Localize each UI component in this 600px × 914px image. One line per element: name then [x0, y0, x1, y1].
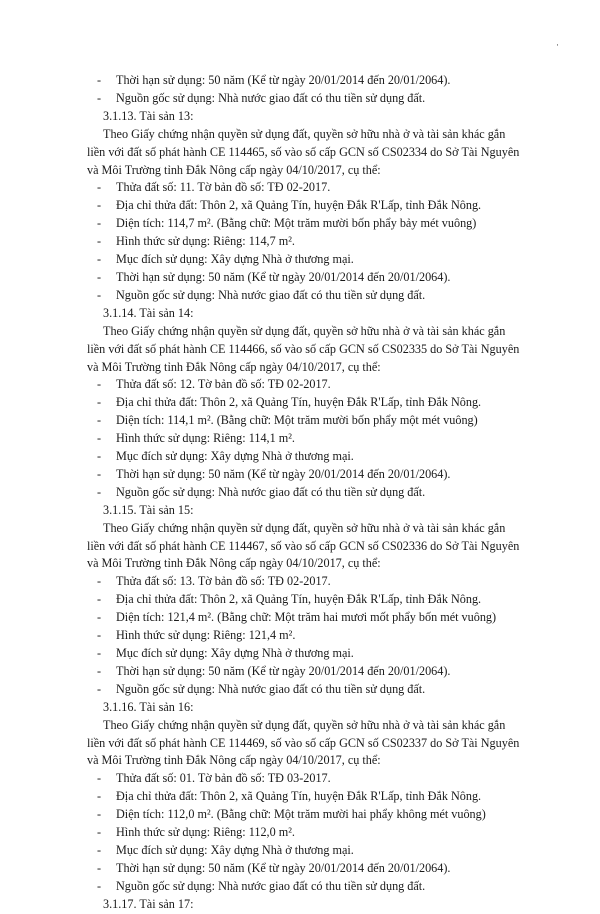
list-item [87, 824, 524, 842]
list-item [87, 627, 524, 645]
list-item-text: Nguồn gốc sử dụng: Nhà nước giao đất có thu tiền sử dụng đất. [116, 484, 426, 499]
list-item-text: Địa chỉ thửa đất: Thôn 2, xã Quảng Tín, huyện Đắk R'Lấp, tỉnh Đắk Nông. [116, 395, 482, 410]
paragraph-line: liền với đất số phát hành CE 114465, số vào số cấp GCN số CS02334 do Sở Tài Nguyên [87, 144, 520, 159]
list-item [87, 430, 524, 448]
list-item [87, 251, 524, 269]
list-item [87, 681, 524, 699]
list-item [87, 484, 524, 502]
list-item [87, 573, 524, 591]
list-item-text: Địa chỉ thửa đất: Thôn 2, xã Quảng Tín, huyện Đắk R'Lấp, tỉnh Đắk Nông. [116, 789, 482, 804]
list-item-text: Thửa đất số: 11. Tờ bản đồ số: TĐ 02-2017. [116, 180, 331, 195]
list-item-text: Nguồn gốc sử dụng: Nhà nước giao đất có thu tiền sử dụng đất. [116, 878, 426, 893]
list-item-text: Hình thức sử dụng: Riêng: 114,7 m². [116, 234, 295, 249]
bullet-dash: - [97, 234, 102, 249]
bullet-dash: - [97, 663, 102, 678]
list-item-text: Thửa đất số: 12. Tờ bản đồ số: TĐ 02-2017. [116, 377, 331, 392]
list-item-text: Diện tích: 114,1 m². (Bằng chữ: Một trăm mười bốn phẩy một mét vuông) [116, 413, 478, 428]
list-item-text: Hình thức sử dụng: Riêng: 114,1 m². [116, 431, 295, 446]
list-item-text: Mục đích sử dụng: Xây dựng Nhà ở thương mại. [116, 449, 354, 464]
list-item-text: Diện tích: 121,4 m². (Bằng chữ: Một trăm hai mươi mốt phẩy bốn mét vuông) [116, 610, 497, 625]
paragraph-line: và Môi Trường tỉnh Đắk Nông cấp ngày 04/10/2017, cụ thể: [87, 162, 381, 177]
list-item [87, 376, 524, 394]
list-item [87, 90, 524, 108]
paragraph-line: liền với đất số phát hành CE 114469, số vào số cấp GCN số CS02337 do Sở Tài Nguyên [87, 735, 520, 750]
bullet-dash: - [97, 198, 102, 213]
bullet-dash: - [97, 431, 102, 446]
list-item-text: Địa chỉ thửa đất: Thôn 2, xã Quảng Tín, huyện Đắk R'Lấp, tỉnh Đắk Nông. [116, 198, 482, 213]
paragraph-line: Theo Giấy chứng nhận quyền sử dụng đất, quyền sở hữu nhà ở và tài sản khác gắn [103, 126, 506, 141]
bullet-dash: - [97, 592, 102, 607]
paragraph-line: liền với đất số phát hành CE 114467, số vào số cấp GCN số CS02336 do Sở Tài Nguyên [87, 538, 520, 553]
paragraph [87, 717, 524, 771]
section-heading: 3.1.17. Tài sản 17: [103, 896, 194, 911]
document-body [87, 72, 524, 914]
paragraph [87, 126, 524, 180]
list-item-text: Hình thức sử dụng: Riêng: 112,0 m². [116, 825, 295, 840]
list-item-text: Thửa đất số: 13. Tờ bản đồ số: TĐ 02-2017. [116, 574, 331, 589]
list-item-text: Mục đích sử dụng: Xây dựng Nhà ở thương mại. [116, 842, 354, 857]
bullet-dash: - [97, 269, 102, 284]
bullet-dash: - [97, 771, 102, 786]
paragraph-line: và Môi Trường tỉnh Đắk Nông cấp ngày 04/10/2017, cụ thể: [87, 359, 381, 374]
section-heading: 3.1.13. Tài sản 13: [103, 108, 194, 123]
list-item-text: Thời hạn sử dụng: 50 năm (Kể từ ngày 20/01/2014 đến 20/01/2064). [116, 269, 451, 284]
bullet-dash: - [97, 395, 102, 410]
bullet-dash: - [97, 484, 102, 499]
list-item [87, 233, 524, 251]
bullet-dash: - [97, 180, 102, 195]
list-item [87, 609, 524, 627]
list-item [87, 770, 524, 788]
list-item [87, 269, 524, 287]
bullet-dash: - [97, 449, 102, 464]
list-item [87, 448, 524, 466]
list-item-text: Thời hạn sử dụng: 50 năm (Kể từ ngày 20/01/2014 đến 20/01/2064). [116, 466, 451, 481]
list-item [87, 860, 524, 878]
list-item [87, 179, 524, 197]
paragraph-line: và Môi Trường tỉnh Đắk Nông cấp ngày 04/10/2017, cụ thể: [87, 556, 381, 571]
bullet-dash: - [97, 574, 102, 589]
list-item-text: Địa chỉ thửa đất: Thôn 2, xã Quảng Tín, huyện Đắk R'Lấp, tỉnh Đắk Nông. [116, 592, 482, 607]
list-item [87, 842, 524, 860]
list-item-text: Thời hạn sử dụng: 50 năm (Kể từ ngày 20/01/2014 đến 20/01/2064). [116, 860, 451, 875]
list-item-text: Mục đích sử dụng: Xây dựng Nhà ở thương mại. [116, 252, 354, 267]
list-item-text: Diện tích: 114,7 m². (Bằng chữ: Một trăm mười bốn phẩy bảy mét vuông) [116, 216, 477, 231]
list-item [87, 72, 524, 90]
paragraph [87, 323, 524, 377]
list-item [87, 466, 524, 484]
bullet-dash: - [97, 377, 102, 392]
list-item [87, 788, 524, 806]
bullet-dash: - [97, 807, 102, 822]
list-item-text: Mục đích sử dụng: Xây dựng Nhà ở thương mại. [116, 646, 354, 660]
bullet-dash: - [97, 825, 102, 840]
list-item [87, 663, 524, 681]
list-item-text: Thửa đất số: 01. Tờ bản đồ số: TĐ 03-2017. [116, 771, 331, 786]
list-item-text: Nguồn gốc sử dụng: Nhà nước giao đất có thu tiền sử dụng đất. [116, 681, 426, 696]
bullet-dash: - [97, 287, 102, 302]
bullet-dash: - [97, 860, 102, 875]
bullet-dash: - [97, 90, 102, 105]
list-item-text: Nguồn gốc sử dụng: Nhà nước giao đất có thu tiền sử dụng đất. [116, 90, 426, 105]
paragraph-line: Theo Giấy chứng nhận quyền sử dụng đất, quyền sở hữu nhà ở và tài sản khác gắn [103, 323, 506, 338]
list-item [87, 591, 524, 609]
bullet-dash: - [97, 646, 102, 660]
list-item [87, 645, 524, 663]
paragraph-line: liền với đất số phát hành CE 114466, số vào số cấp GCN số CS02335 do Sở Tài Nguyên [87, 341, 520, 356]
list-item [87, 878, 524, 896]
list-item [87, 412, 524, 430]
list-item [87, 394, 524, 412]
list-item-text: Nguồn gốc sử dụng: Nhà nước giao đất có thu tiền sử dụng đất. [116, 287, 426, 302]
section-heading: 3.1.16. Tài sản 16: [103, 699, 194, 714]
paragraph-line: Theo Giấy chứng nhận quyền sử dụng đất, quyền sở hữu nhà ở và tài sản khác gắn [103, 520, 506, 535]
bullet-dash: - [97, 413, 102, 428]
bullet-dash: - [97, 681, 102, 696]
paragraph [87, 520, 524, 574]
paragraph-line: Theo Giấy chứng nhận quyền sử dụng đất, quyền sở hữu nhà ở và tài sản khác gắn [103, 717, 506, 732]
paragraph-line: và Môi Trường tỉnh Đắk Nông cấp ngày 04/10/2017, cụ thể: [87, 753, 381, 768]
bullet-dash: - [97, 789, 102, 804]
bullet-dash: - [97, 878, 102, 893]
list-item-text: Thời hạn sử dụng: 50 năm (Kể từ ngày 20/01/2014 đến 20/01/2064). [116, 663, 451, 678]
section-heading: 3.1.14. Tài sản 14: [103, 305, 194, 320]
list-item-text: Thời hạn sử dụng: 50 năm (Kể từ ngày 20/01/2014 đến 20/01/2064). [116, 73, 451, 87]
bullet-dash: - [97, 73, 102, 87]
bullet-dash: - [97, 466, 102, 481]
bullet-dash: - [97, 252, 102, 267]
bullet-dash: - [97, 628, 102, 643]
bullet-dash: - [97, 610, 102, 625]
bullet-dash: - [97, 842, 102, 857]
corner-mark: · [556, 40, 559, 50]
list-item-text: Diện tích: 112,0 m². (Bằng chữ: Một trăm mười hai phẩy không mét vuông) [116, 807, 486, 822]
list-item [87, 287, 524, 305]
list-item [87, 197, 524, 215]
list-item [87, 215, 524, 233]
bullet-dash: - [97, 216, 102, 231]
list-item [87, 806, 524, 824]
section-heading: 3.1.15. Tài sản 15: [103, 502, 194, 517]
list-item-text: Hình thức sử dụng: Riêng: 121,4 m². [116, 628, 296, 643]
